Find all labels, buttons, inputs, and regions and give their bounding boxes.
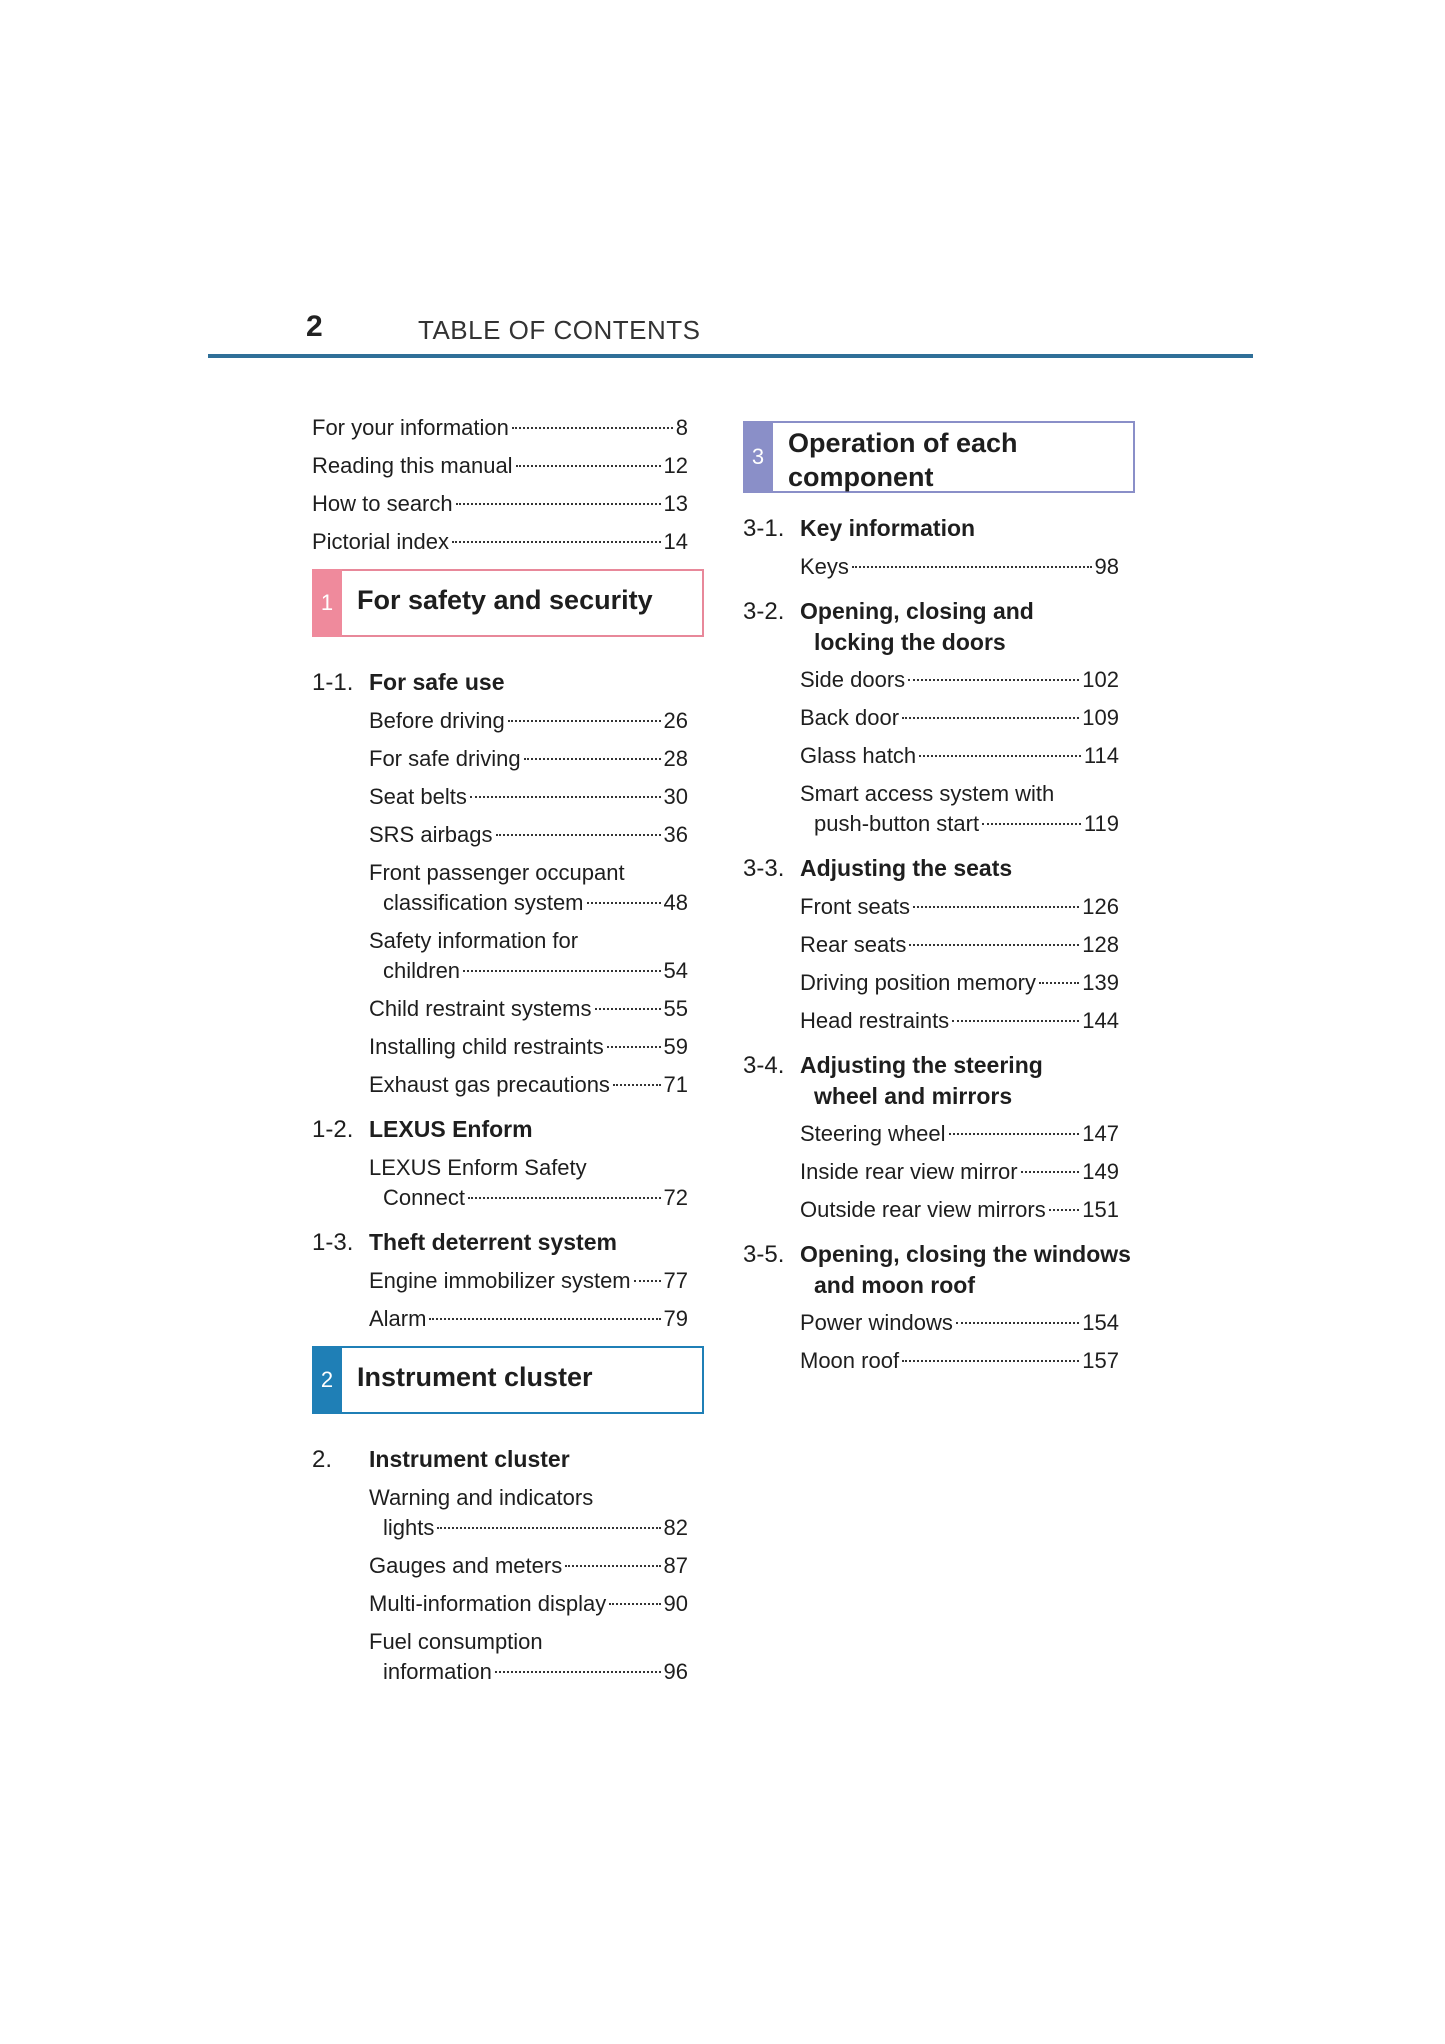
toc-entry[interactable]: Back door 109 xyxy=(800,705,1119,730)
toc-entry[interactable]: Engine immobilizer system 77 xyxy=(369,1268,688,1293)
toc-entry[interactable]: Exhaust gas precautions 71 xyxy=(369,1072,688,1097)
toc-entry[interactable]: Keys 98 xyxy=(800,554,1119,579)
toc-entry[interactable]: Front seats 126 xyxy=(800,894,1119,919)
chapter-number-tab: 3 xyxy=(743,421,773,493)
toc-entry[interactable]: Fuel consumption information 96 xyxy=(369,1629,688,1684)
toc-entry[interactable]: Alarm 79 xyxy=(369,1306,688,1331)
chapter-1-banner[interactable] xyxy=(312,569,704,637)
section-heading[interactable]: 2. Instrument cluster xyxy=(312,1446,570,1473)
chapter-number-tab: 1 xyxy=(312,569,342,637)
toc-entry[interactable]: Before driving 26 xyxy=(369,708,688,733)
section-heading[interactable]: 3-1. Key information xyxy=(743,515,976,542)
section-heading[interactable]: 3-2. Opening, closing and locking the doors xyxy=(743,598,1034,655)
chapter-3-banner[interactable] xyxy=(743,421,1135,493)
section-heading[interactable]: 3-3. Adjusting the seats xyxy=(743,855,1013,882)
page-number: 2 xyxy=(306,310,323,343)
toc-entry[interactable]: Pictorial index 14 xyxy=(312,529,688,554)
chapter-2-banner[interactable] xyxy=(312,1346,704,1414)
toc-entry[interactable]: Head restraints 144 xyxy=(800,1008,1119,1033)
toc-entry[interactable]: Reading this manual 12 xyxy=(312,453,688,478)
toc-entry[interactable]: Seat belts 30 xyxy=(369,784,688,809)
toc-left-column xyxy=(312,413,704,1695)
chapter-title: For safety and security xyxy=(357,585,653,615)
chapter-number-tab: 2 xyxy=(312,1346,342,1414)
toc-entry[interactable]: Front passenger occupant classification system 48 xyxy=(369,860,688,915)
toc-entry[interactable]: Inside rear view mirror 149 xyxy=(800,1159,1119,1184)
toc-entry[interactable]: Child restraint systems 55 xyxy=(369,996,688,1021)
section-heading[interactable]: 3-4. Adjusting the steering wheel and mirrors xyxy=(743,1052,1043,1109)
header-rule xyxy=(208,354,1253,358)
toc-entry[interactable]: Safety information for children 54 xyxy=(369,928,688,983)
section-heading[interactable]: 1-3. Theft deterrent system xyxy=(312,1229,617,1256)
toc-entry[interactable]: Glass hatch 114 xyxy=(800,743,1119,768)
toc-entry[interactable]: Multi-information display 90 xyxy=(369,1591,688,1616)
toc-entry[interactable]: Steering wheel 147 xyxy=(800,1121,1119,1146)
toc-right-column xyxy=(743,413,1135,1384)
toc-entry[interactable]: Side doors 102 xyxy=(800,667,1119,692)
toc-entry[interactable]: Driving position memory 139 xyxy=(800,970,1119,995)
page-title: TABLE OF CONTENTS xyxy=(418,315,701,345)
toc-entry[interactable]: For your information 8 xyxy=(312,415,688,440)
section-heading[interactable]: 1-2. LEXUS Enform xyxy=(312,1116,533,1143)
chapter-title: Operation of each component xyxy=(788,428,1018,492)
toc-entry[interactable]: Smart access system with push-button start 119 xyxy=(800,781,1119,836)
toc-entry[interactable]: Outside rear view mirrors 151 xyxy=(800,1197,1119,1222)
toc-entry[interactable]: Installing child restraints 59 xyxy=(369,1034,688,1059)
toc-entry[interactable]: Power windows 154 xyxy=(800,1310,1119,1335)
toc-entry[interactable]: Gauges and meters 87 xyxy=(369,1553,688,1578)
toc-entry[interactable]: Rear seats 128 xyxy=(800,932,1119,957)
toc-entry[interactable]: SRS airbags 36 xyxy=(369,822,688,847)
page-header xyxy=(208,308,1253,358)
toc-entry[interactable]: For safe driving 28 xyxy=(369,746,688,771)
toc-entry[interactable]: Warning and indicators lights 82 xyxy=(369,1485,688,1540)
toc-entry[interactable]: LEXUS Enform Safety Connect 72 xyxy=(369,1155,688,1210)
section-heading[interactable]: 1-1. For safe use xyxy=(312,669,505,696)
toc-entry[interactable]: How to search 13 xyxy=(312,491,688,516)
toc-entry[interactable]: Moon roof 157 xyxy=(800,1348,1119,1373)
section-heading[interactable]: 3-5. Opening, closing the windows and moon roof xyxy=(743,1241,1131,1298)
chapter-title: Instrument cluster xyxy=(357,1362,593,1392)
